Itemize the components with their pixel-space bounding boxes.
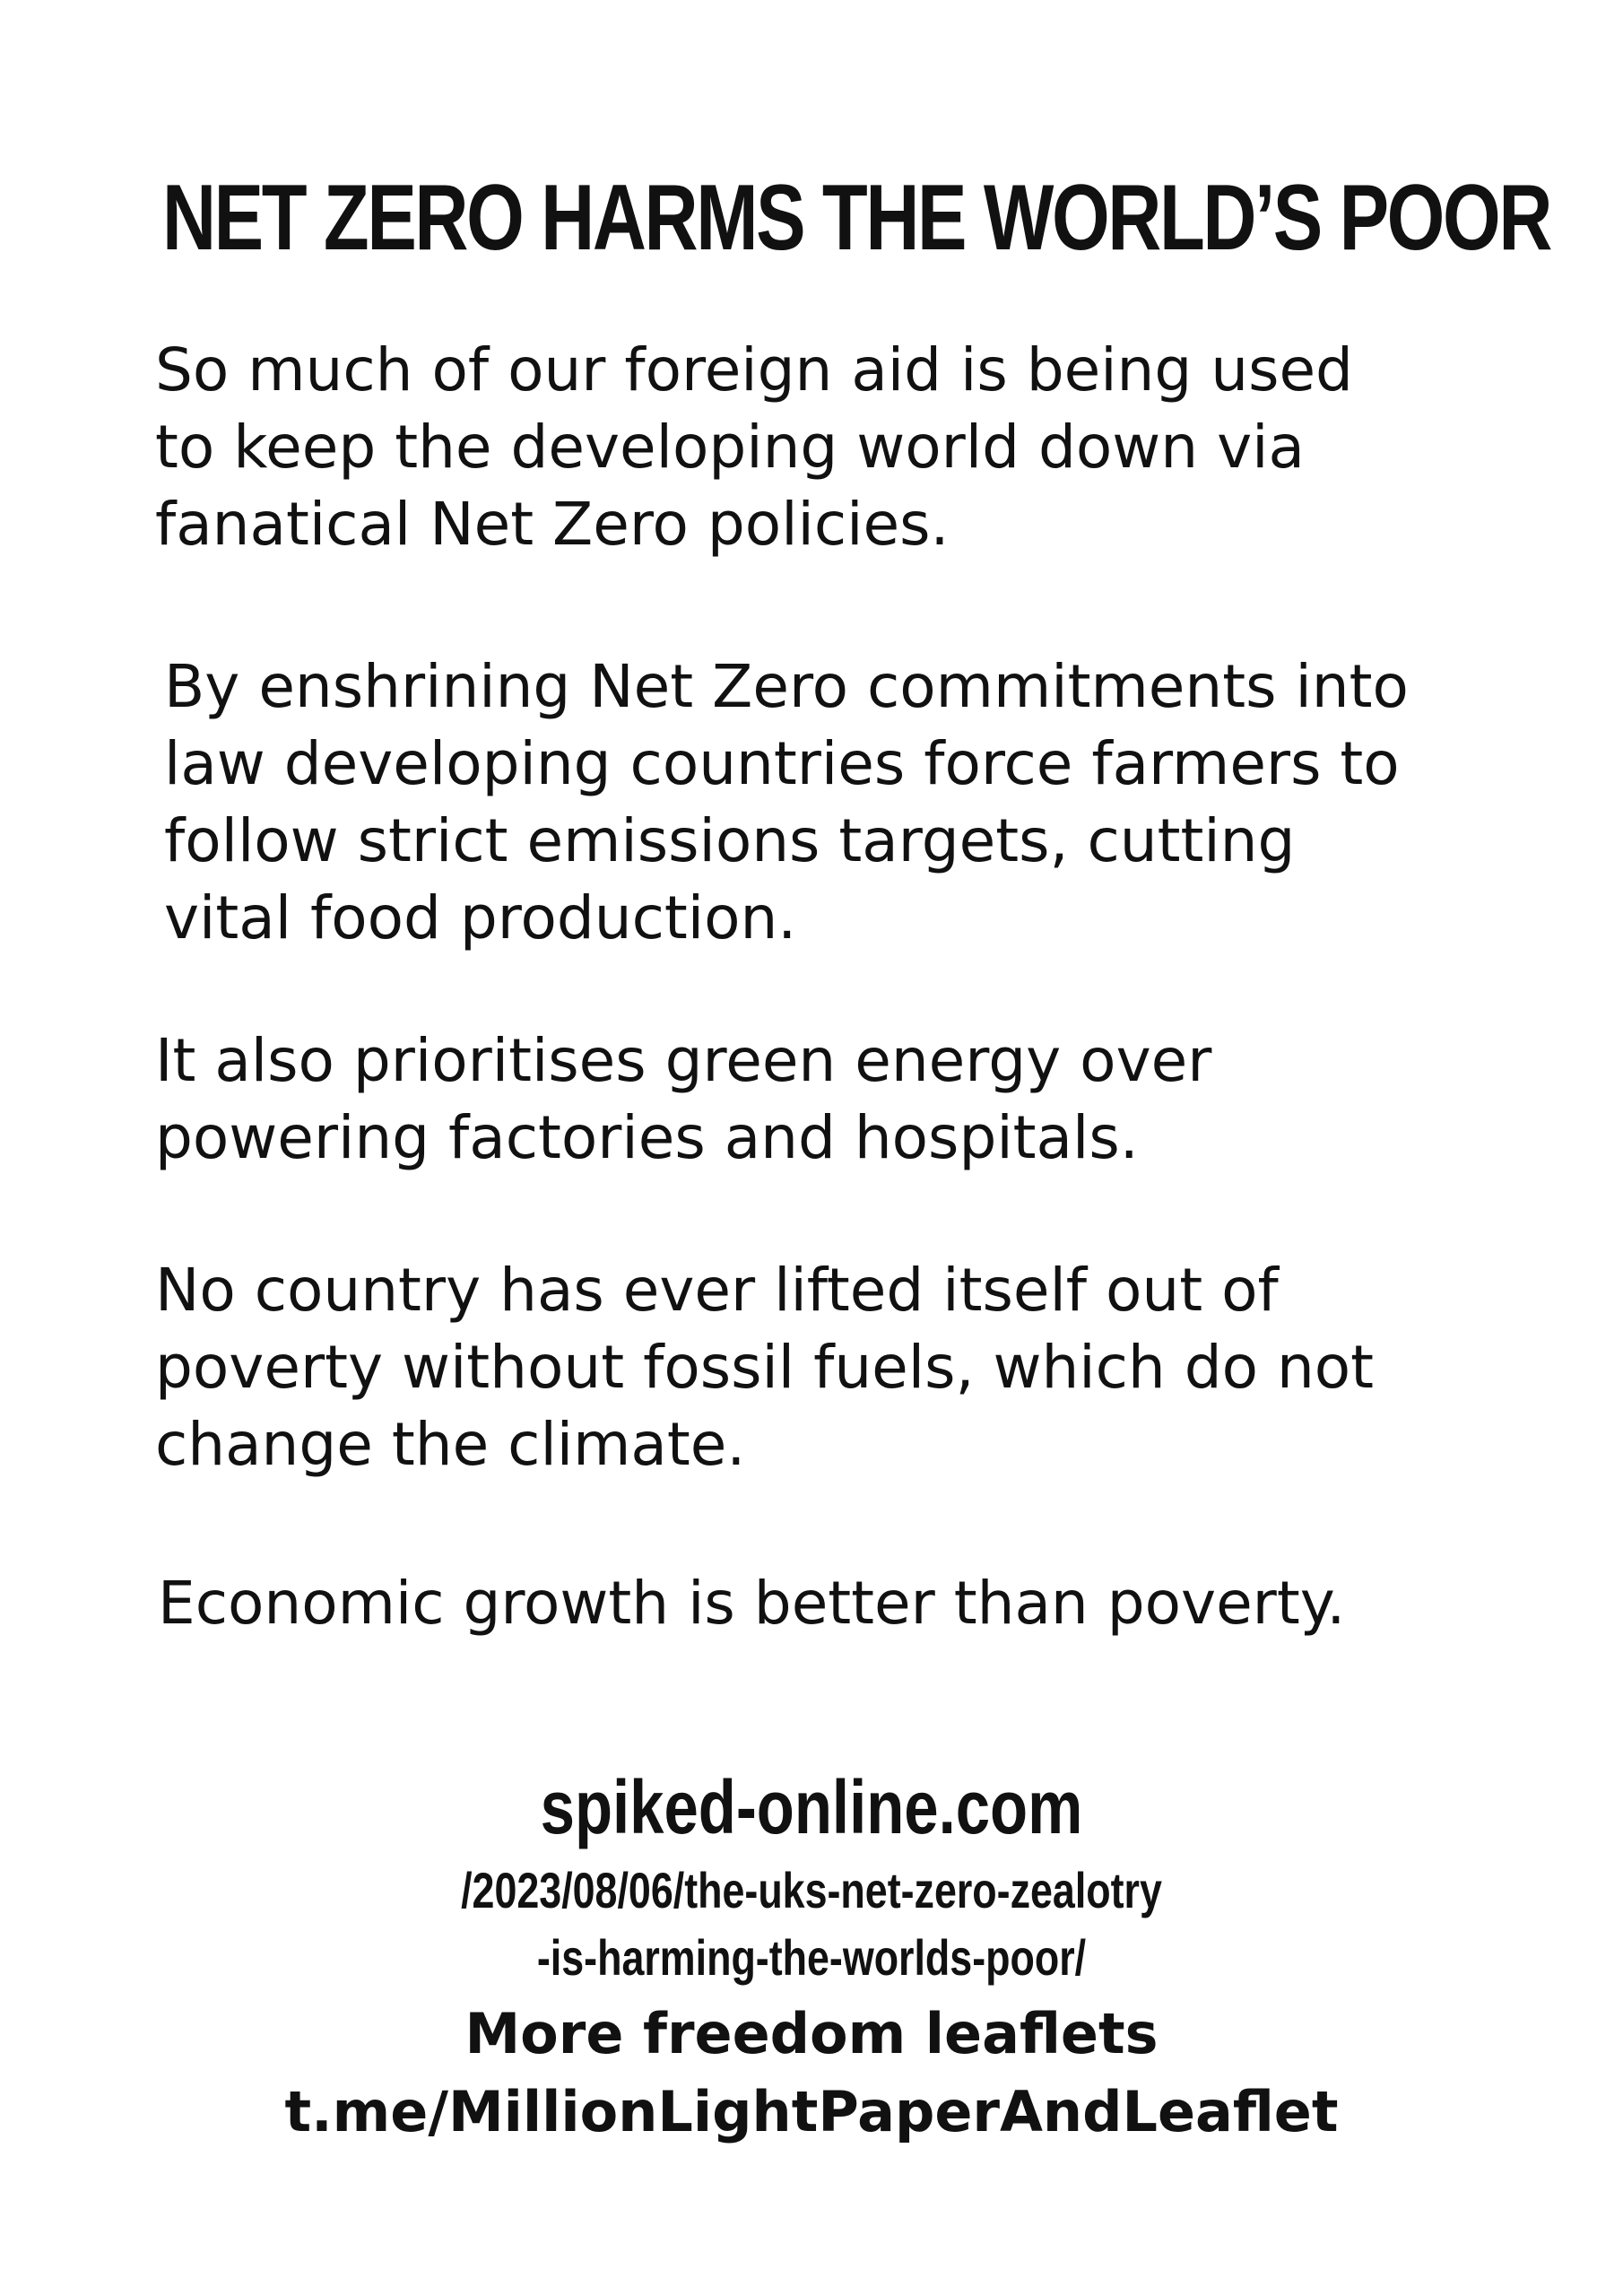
paragraph-enshrining-net-zero: By enshrining Net Zero commitments into law developing countries force farmers to follow strict emissions targets, cutting vital food production. bbox=[164, 652, 1409, 952]
paragraph-green-energy: It also prioritises green energy over powering factories and hospitals. bbox=[155, 1026, 1212, 1172]
source-path-line-1: /2023/08/06/the-uks-net-zero-zealotry bbox=[461, 1862, 1162, 1918]
paragraph-fossil-fuels: No country has ever lifted itself out of poverty without fossil fuels, which do not change the climate. bbox=[155, 1256, 1375, 1479]
source-path-line-2: -is-harming-the-worlds-poor/ bbox=[536, 1929, 1087, 1986]
more-leaflets-label: More freedom leaflets bbox=[464, 2001, 1159, 2066]
paragraph-foreign-aid: So much of our foreign aid is being used to keep the developing world down via fanatical Net Zero policies. bbox=[155, 335, 1353, 559]
paragraph-economic-growth: Economic growth is better than poverty. bbox=[158, 1569, 1346, 1638]
channel-link: t.me/MillionLightPaperAndLeaflet bbox=[284, 2079, 1339, 2144]
source-site: spiked-online.com bbox=[540, 1765, 1083, 1849]
leaflet-title: NET ZERO HARMS THE WORLD’S POOR bbox=[162, 166, 1550, 270]
